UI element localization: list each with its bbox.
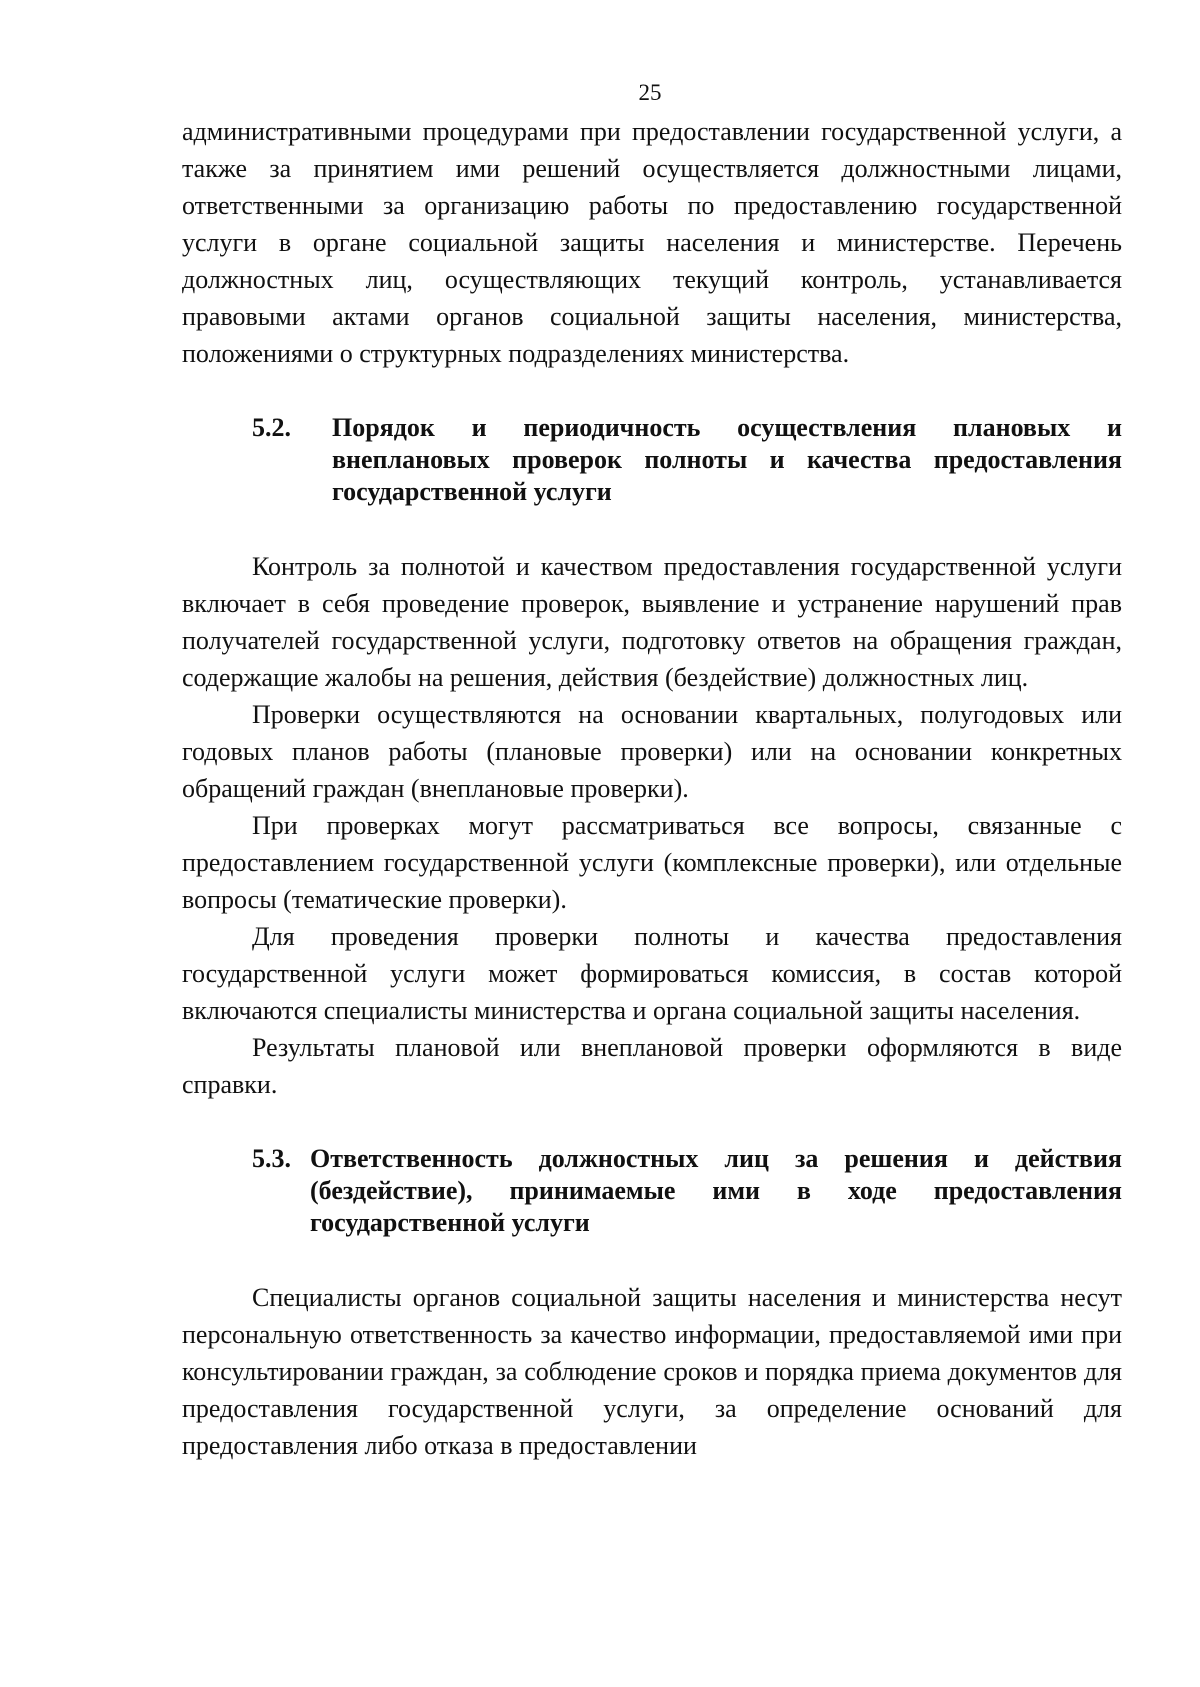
paragraph: Специалисты органов социальной защиты населения и министерства несут персональную ответственность за качество информации, предоставляемой ими при консультировании граждан, за соблюдение сроков и порядка приема документов для предоставления государственной услуги, за определение оснований для предоставления либо отказа в предоставлении	[182, 1283, 1122, 1460]
paragraph: Результаты плановой или внеплановой проверки оформляются в виде справки.	[182, 1033, 1122, 1099]
paragraph: Контроль за полнотой и качеством предоставления государственной услуги включает в себя проведение проверок, выявление и устранение нарушений прав получателей государственной услуги, подготовку ответов на обращения граждан, содержащие жалобы на решения, действия (бездействие) должностных лиц.	[182, 552, 1122, 692]
section-title: Ответственность должностных лиц за решения и действия (бездействие), принимаемые ими в ходе предоставления государственной услуги	[310, 1144, 1122, 1237]
section-title: Порядок и периодичность осуществления плановых и внеплановых проверок полноты и качества предоставления государственной услуги	[332, 413, 1122, 506]
paragraph: Для проведения проверки полноты и качества предоставления государственной услуги может формироваться комиссия, в состав которой включаются специалисты министерства и органа социальной защиты населения.	[182, 922, 1122, 1025]
paragraph: Проверки осуществляются на основании квартальных, полугодовых или годовых планов работы (плановые проверки) или на основании конкретных обращений граждан (внеплановые проверки).	[182, 700, 1122, 803]
paragraph: При проверках могут рассматриваться все вопросы, связанные с предоставлением государственной услуги (комплексные проверки), или отдельные вопросы (тематические проверки).	[182, 811, 1122, 914]
section-heading-5-2	[182, 412, 1122, 508]
page-number: 25	[638, 80, 662, 105]
document-body	[182, 113, 1122, 1464]
paragraph-intro: административными процедурами при предоставлении государственной услуги, а также за принятием ими решений осуществляется должностными лицами, ответственными за организацию работы по предоставлению государственной услуги в органе социальной защиты населения и министерстве. Перечень должностных лиц, осуществляющих текущий контроль, устанавливается правовыми актами органов социальной защиты населения, министерства, положениями о структурных подразделениях министерства.	[182, 117, 1122, 368]
section-heading-5-3	[182, 1143, 1122, 1239]
section-number: 5.3.	[252, 1144, 291, 1173]
section-number: 5.2.	[252, 413, 291, 442]
